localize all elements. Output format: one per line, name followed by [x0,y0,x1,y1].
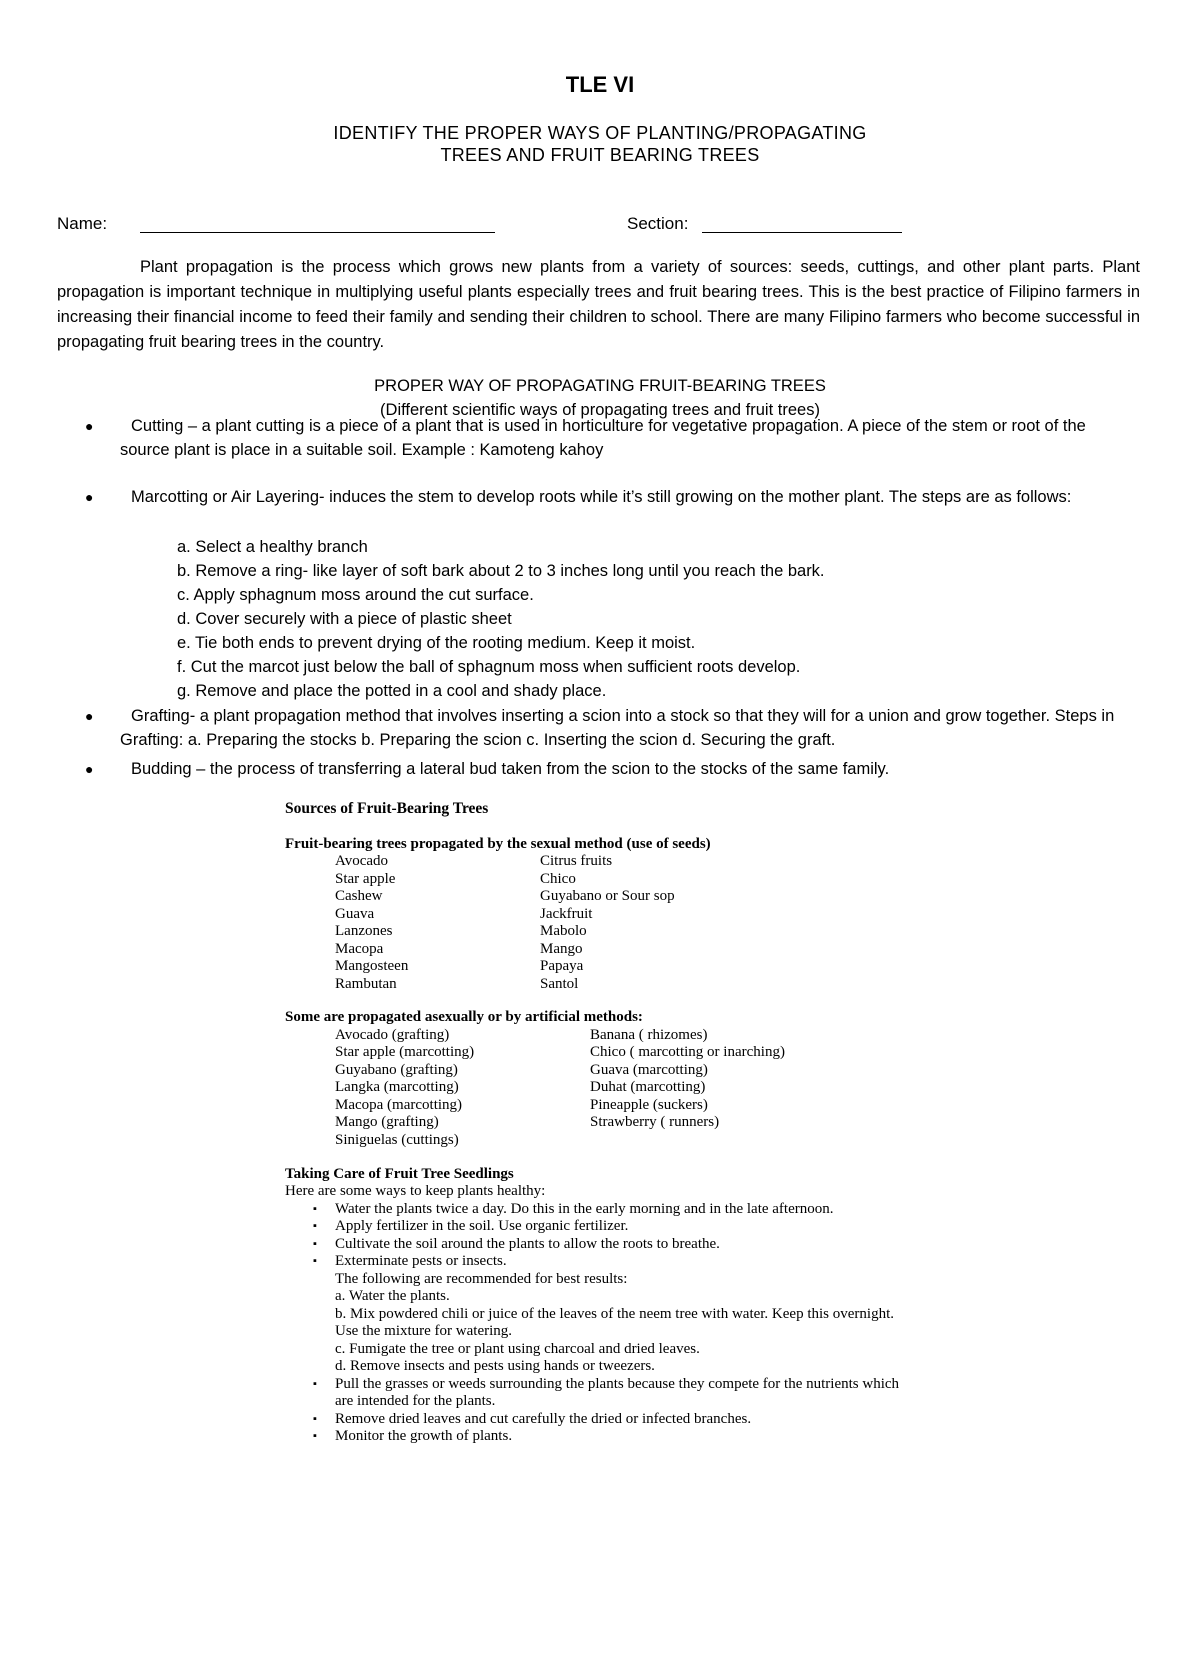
bullet-grafting-text: Grafting- a plant propagation method that involves inserting a scion into a stock so that they will for a union and grow together. Steps in Grafting: a. Preparing the stocks b. Preparing the scion c. Inserting the scion d. Securing the graft. [120,707,1115,749]
bullet-cutting-text: Cutting – a plant cutting is a piece of a plant that is used in horticulture for vegetative propagation. A piece of the stem or root of the source plant is place in a suitable soil. Example : Kamoteng kahoy [120,417,1086,459]
bullet-budding [85,757,1140,781]
asexual-col-1 [335,1027,474,1150]
fruit-item: Star apple [335,870,396,887]
fruit-item: Papaya [540,958,584,974]
fruit-item: Mabolo [540,923,587,939]
step-item: a. Select a healthy branch [177,538,368,556]
fruit-item: Guyabano or Sour sop [540,888,675,904]
page-subtitle [0,122,1200,166]
step-item: f. Cut the marcot just below the ball of sphagnum moss when sufficient roots develop. [177,658,801,676]
bullet-cutting [85,414,1140,462]
bullet-dot-icon: ● [85,761,94,777]
sexual-method-list [285,853,945,993]
bullet-marcotting-text: Marcotting or Air Layering- induces the stem to develop roots while it’s still growing on the mother plant. The steps are as follows: [131,488,1072,506]
bullet-budding-text: Budding – the process of transferring a lateral bud taken from the scion to the stocks of the same family. [131,760,890,778]
recommended-heading: The following are recommended for best results: [335,1270,628,1287]
step-item: b. Remove a ring- like layer of soft bark about 2 to 3 inches long until you reach the bark. [177,562,825,580]
fruit-item: Chico [540,870,576,887]
square-bullet-icon: ▪ [313,1430,317,1442]
step-item: d. Cover securely with a piece of plastic sheet [177,610,512,628]
propagation-heading-subtitle: (Different scientific ways of propagating trees and fruit trees) [380,401,820,419]
care-list-continued [285,1376,945,1446]
care-list [285,1201,945,1271]
asexual-method-list [285,1027,945,1150]
sources-figure [285,800,945,1446]
fruit-item: Lanzones [335,923,393,939]
care-item: ▪ Pull the grasses or weeds surrounding the plants because they compete for the nutrients which are intended for the plants. [313,1375,900,1409]
recommended-item: c. Fumigate the tree or plant using charcoal and dried leaves. [335,1340,700,1357]
name-section-row [57,214,1147,238]
fruit-item: Guyabano (grafting) [335,1061,458,1078]
fruit-item: Santol [540,975,579,992]
square-bullet-icon: ▪ [313,1412,317,1425]
recommended-item: a. Water the plants. [335,1288,450,1304]
sexual-col-2 [540,853,675,993]
sexual-col-1 [335,853,408,993]
fruit-item: Avocado (grafting) [335,1026,450,1043]
subtitle-line-1: IDENTIFY THE PROPER WAYS OF PLANTING/PROPAGATING [333,123,867,143]
step-item: c. Apply sphagnum moss around the cut surface. [177,586,534,604]
step-item: e. Tie both ends to prevent drying of the rooting medium. Keep it moist. [177,634,696,652]
square-bullet-icon: ▪ [313,1237,317,1250]
fruit-item: Guava [335,905,375,922]
section-blank-line[interactable] [702,232,902,233]
intro-paragraph: Plant propagation is the process which grows new plants from a variety of sources: seeds, cuttings, and other plant parts. Plant propagation is important technique in multiplying useful plants especially trees and fruit bearing trees. This is the best practice of Filipino farmers in increasing their financial income to feed their family and sending their children to school. There are many Filipino farmers who become successful in propagating fruit bearing trees in the country. [57,258,1140,351]
asexual-method-heading: Some are propagated asexually or by artificial methods: [285,1009,643,1025]
subtitle-line-2: TREES AND FRUIT BEARING TREES [440,145,760,165]
square-bullet-icon: ▪ [313,1202,317,1215]
fruit-item: Banana ( rhizomes) [590,1026,708,1043]
recommended-block [285,1271,945,1376]
fruit-item: Cashew [335,888,383,904]
sources-title: Sources of Fruit-Bearing Trees [285,800,489,817]
fruit-item: Pineapple (suckers) [590,1096,708,1113]
sexual-method-heading: Fruit-bearing trees propagated by the sexual method (use of seeds) [285,835,711,852]
fruit-item: Chico ( marcotting or inarching) [590,1044,785,1060]
bullet-dot-icon: ● [85,418,94,434]
bullet-marcotting [85,485,1140,533]
page-title: TLE VI [565,72,635,97]
section-label: Section: [627,214,689,233]
fruit-item: Jackfruit [540,905,593,922]
care-item: ▪ Water the plants twice a day. Do this in the early morning and in the late afternoon. [313,1200,834,1217]
square-bullet-icon: ▪ [313,1255,317,1267]
fruit-item: Mangosteen [335,958,409,974]
bullet-grafting [85,704,1140,752]
fruit-item: Macopa [335,940,384,957]
name-blank-line[interactable] [140,232,495,233]
recommended-item: d. Remove insects and pests using hands or tweezers. [335,1358,655,1374]
fruit-item: Rambutan [335,975,397,992]
fruit-item: Star apple (marcotting) [335,1044,475,1060]
recommended-item: b. Mix powdered chili or juice of the leaves of the neem tree with water. Keep this overnight. Use the mixture for watering. [335,1305,894,1339]
square-bullet-icon: ▪ [313,1220,317,1232]
care-item: ▪ Exterminate pests or insects. [313,1253,507,1269]
fruit-item: Mango [540,940,583,957]
step-item: g. Remove and place the potted in a cool and shady place. [177,682,607,700]
care-intro: Here are some ways to keep plants healthy: [285,1183,546,1199]
fruit-item: Citrus fruits [540,853,613,869]
square-bullet-icon: ▪ [313,1377,317,1390]
fruit-item: Siniguelas (cuttings) [335,1131,459,1148]
fruit-item: Guava (marcotting) [590,1061,708,1078]
care-item: ▪ Apply fertilizer in the soil. Use organic fertilizer. [313,1218,629,1234]
bullet-dot-icon: ● [85,489,94,505]
fruit-item: Macopa (marcotting) [335,1096,463,1113]
care-item: ▪ Monitor the growth of plants. [313,1428,513,1444]
bullet-dot-icon: ● [85,708,94,724]
care-item: ▪ Cultivate the soil around the plants to allow the roots to breathe. [313,1235,720,1252]
propagation-heading-title: PROPER WAY OF PROPAGATING FRUIT-BEARING TREES [374,377,826,395]
fruit-item: Duhat (marcotting) [590,1079,706,1095]
fruit-item: Strawberry ( runners) [590,1114,720,1130]
marcotting-steps [177,535,825,703]
fruit-item: Avocado [335,853,389,869]
care-item: ▪ Remove dried leaves and cut carefully the dried or infected branches. [313,1410,752,1427]
fruit-item: Langka (marcotting) [335,1079,459,1095]
fruit-item: Mango (grafting) [335,1114,439,1130]
name-label: Name: [57,214,108,233]
asexual-col-2 [590,1027,785,1132]
care-section [285,1166,945,1446]
care-title: Taking Care of Fruit Tree Seedlings [285,1165,514,1182]
